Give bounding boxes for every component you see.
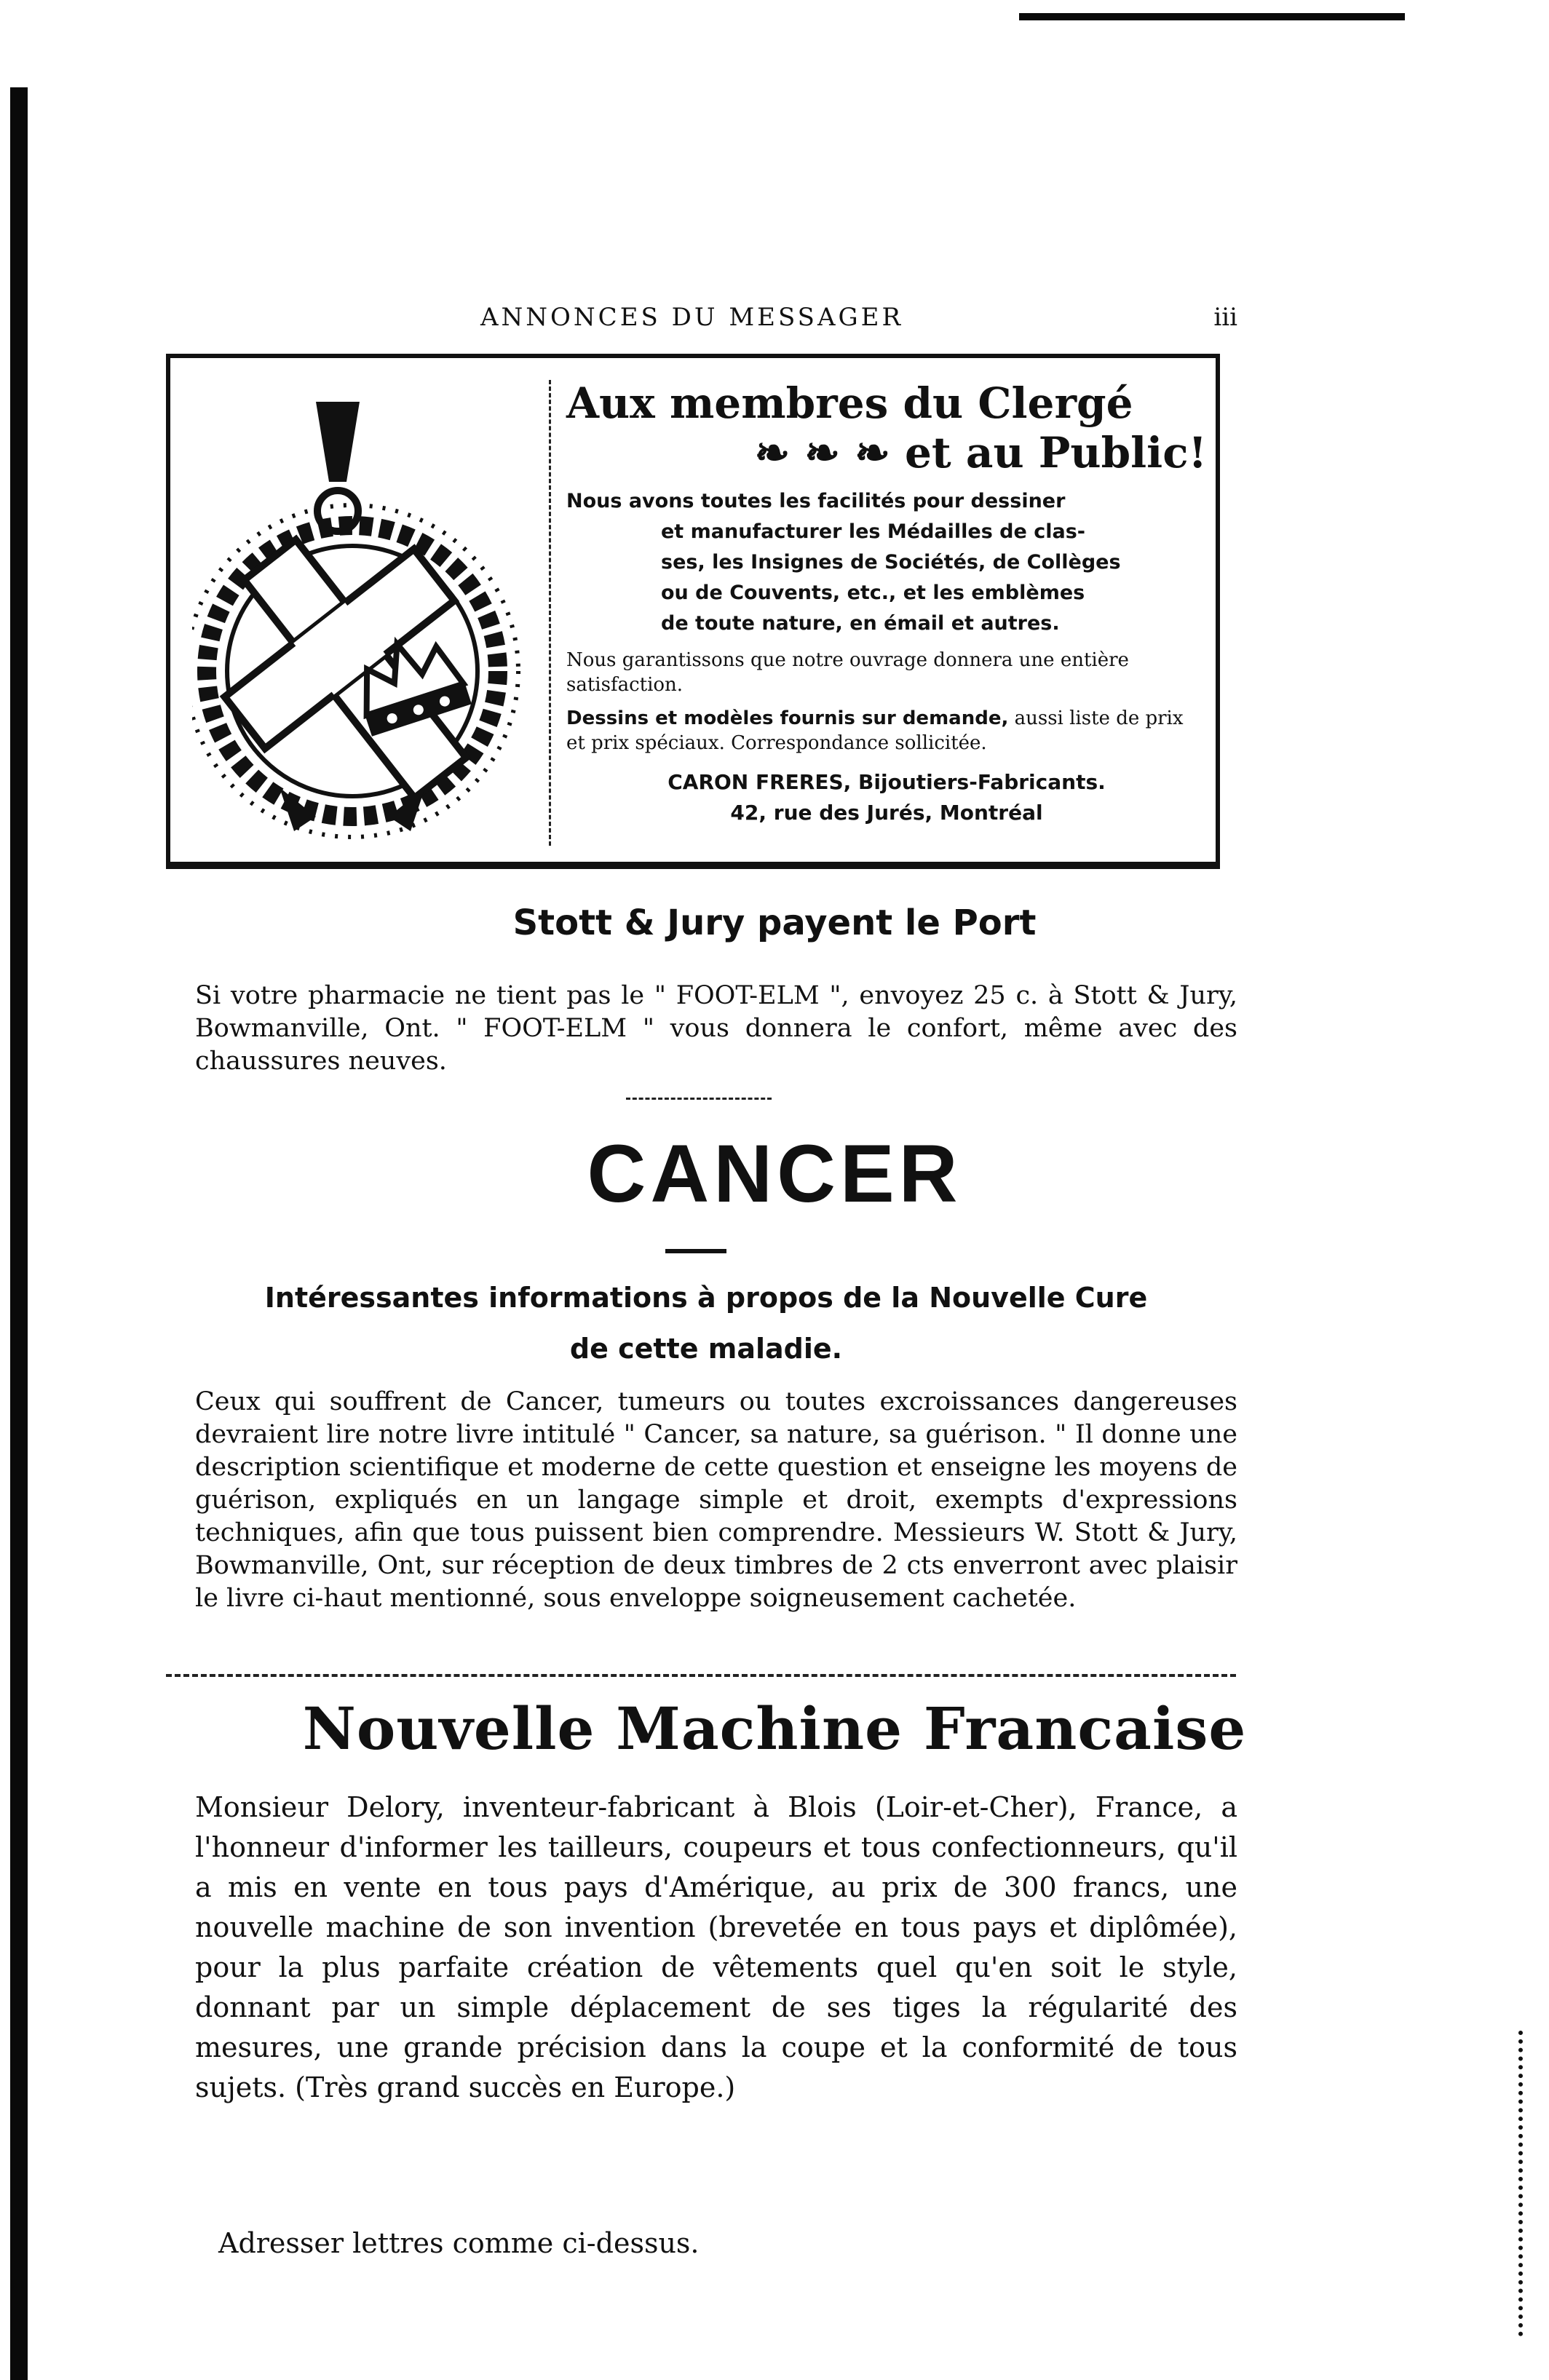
clerge-ad-text bbox=[566, 373, 1207, 828]
clerge-p1-line2: et manufacturer les Médailles de clas- bbox=[661, 520, 1085, 543]
cancer-subtitle bbox=[175, 1272, 1237, 1374]
clerge-title-line2: ❧ ❧ ❧ et au Public! bbox=[754, 428, 1207, 477]
clerge-paragraph-1 bbox=[566, 486, 1207, 639]
stott-body: Si votre pharmacie ne tient pas le " FOOT-ELM ", envoyez 25 c. à Stott & Jury, Bowmanville, Ont. " FOOT-ELM " vous donnera le confort, même avec des chaussures neuves. bbox=[195, 981, 1237, 1076]
cancer-body: Ceux qui souffrent de Cancer, tumeurs ou toutes excroissances dangereuses devraient lire notre livre intitulé " Cancer, sa nature, sa guérison. " Il donne une description scientifique et moderne de cette question et enseigne les moyens de guérison, expliqués en un langage simple et droit, exempts d'expressions techniques, afin que tous puissent bien comprendre. Messieurs W. Stott & Jury, Bowmanville, Ont, sur réception de deux timbres de 2 cts enverront avec plaisir le livre ci-haut mentionné, sous enveloppe soigneusement cachetée. bbox=[195, 1387, 1237, 1613]
separator-long bbox=[166, 1674, 1236, 1677]
signature-name: CARON FRERES, bbox=[667, 770, 852, 794]
clerge-paragraph-2: Nous garantissons que notre ouvrage donnera une entière satisfaction. bbox=[566, 649, 1129, 696]
clerge-p1-line5: de toute nature, en émail et autres. bbox=[661, 612, 1060, 635]
cancer-rule bbox=[665, 1249, 726, 1253]
clerge-p3-rest: aussi liste de prix et prix spéciaux. Correspondance sollicitée. bbox=[566, 707, 1184, 754]
signature-trade: Bijoutiers-Fabricants. bbox=[858, 770, 1106, 794]
clerge-p1-line1: Nous avons toutes les facilités pour dessiner bbox=[566, 490, 1066, 512]
clerge-p3-bold: Dessins et modèles fournis sur demande, bbox=[566, 707, 1009, 729]
clerge-p1-line4: ou de Couvents, etc., et les emblèmes bbox=[661, 582, 1085, 604]
scan-line-top bbox=[1019, 13, 1405, 20]
machine-body: Monsieur Delory, inventeur-fabricant à Blois (Loir-et-Cher), France, a l'honneur d'informer les tailleurs, coupeurs et tous confectionneurs, qu'il a mis en vente en tous pays d'Amérique, au prix de 300 francs, une nouvelle machine de son invention (brevetée en tous pays et diplômée), pour la plus parfaite création de vêtements quel qu'en soit le style, donnant par un simple déplacement de ses tiges la régularité des mesures, une grande précision dans la coupe et la conformité de tous sujets. (Très grand succès en Europe.) bbox=[195, 1791, 1237, 2103]
page-header bbox=[175, 303, 1237, 339]
clerge-signature bbox=[566, 767, 1207, 828]
clerge-paragraph-3 bbox=[566, 706, 1207, 755]
running-title: ANNONCES DU MESSAGER bbox=[480, 303, 904, 332]
clerge-ad-box bbox=[166, 354, 1220, 869]
clerge-title-line1: Aux membres du Clergé bbox=[566, 378, 1133, 428]
clerge-p1-line3: ses, les Insignes de Sociétés, de Collèges bbox=[661, 551, 1121, 574]
signature-address: 42, rue des Jurés, Montréal bbox=[730, 801, 1043, 825]
box-divider bbox=[549, 380, 553, 846]
page-number: iii bbox=[1213, 303, 1237, 332]
machine-closing: Adresser lettres comme ci-dessus. bbox=[218, 2227, 700, 2259]
scan-border-left bbox=[10, 87, 28, 2380]
machine-title: Nouvelle Machine Francaise bbox=[302, 1694, 1247, 1763]
stott-title: Stott & Jury payent le Port bbox=[512, 903, 1037, 943]
separator-dashed bbox=[626, 1098, 772, 1100]
scan-edge-right bbox=[1518, 2031, 1530, 2336]
cancer-subtitle-line2: de cette maladie. bbox=[569, 1333, 843, 1365]
cancer-title: CANCER bbox=[587, 1128, 962, 1219]
cancer-subtitle-line1: Intéressantes informations à propos de la Nouvelle Cure bbox=[264, 1282, 1148, 1314]
